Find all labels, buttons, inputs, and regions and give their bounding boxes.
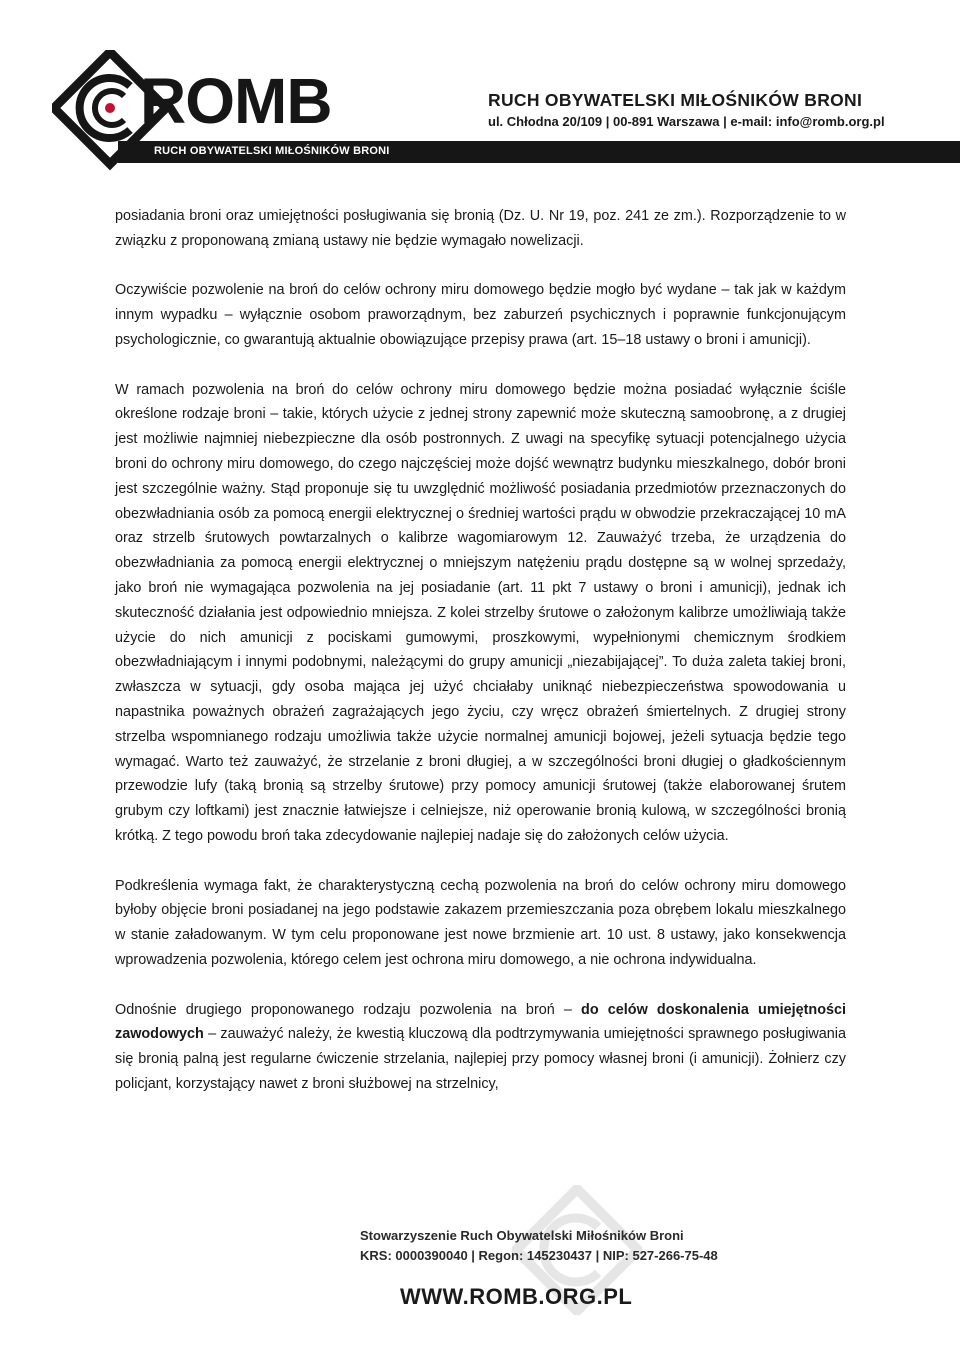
footer-org-name: Stowarzyszenie Ruch Obywatelski Miłośników Broni	[360, 1228, 684, 1243]
logo-subtitle: RUCH OBYWATELSKI MIŁOŚNIKÓW BRONI	[154, 145, 390, 157]
paragraph-1: posiadania broni oraz umiejętności posługiwania się bronią (Dz. U. Nr 19, poz. 241 ze zm.). Rozporządzenie to w związku z proponowaną zmianą ustawy nie będzie wymagało nowelizacji.	[115, 208, 846, 249]
paragraph-5-emphasis: do celów doskonalenia umiejętności zawodowych	[115, 1001, 846, 1043]
org-title: RUCH OBYWATELSKI MIŁOŚNIKÓW BRONI	[488, 90, 863, 110]
paragraph-2: Oczywiście pozwolenie na broń do celów ochrony miru domowego będzie mogło być wydane – tak jak w każdym innym wypadku – wyłącznie osobom praworządnym, bez zaburzeń psychicznych i poprawnie funkcjonującym psychologicznie, co gwarantują aktualnie obowiązujące przepisy prawa (art. 15–18 ustawy o broni i amunicji).	[115, 282, 846, 348]
paragraph-4: Podkreślenia wymaga fakt, że charakterystyczną cechą pozwolenia na broń do celów ochrony miru domowego byłoby objęcie broni posiadanej na jego podstawie zakazem przemieszczania poza obrębem lokalu mieszkalnego w stanie załadowanym. W tym celu proponowane jest nowe brzmienie art. 10 ust. 8 ustawy, jako konsekwencja wprowadzenia pozwolenia, którego celem jest ochrona miru domowego, a nie ochrona indywidualna.	[115, 877, 846, 968]
org-address: ul. Chłodna 20/109 | 00-891 Warszawa | e-mail: info@romb.org.pl	[488, 114, 885, 129]
footer-website-link[interactable]: WWW.ROMB.ORG.PL	[400, 1284, 633, 1309]
paragraph-5	[115, 998, 846, 1097]
logo-subtitle-bar	[118, 141, 960, 163]
document-body	[115, 204, 846, 1121]
footer-registry: KRS: 0000390040 | Regon: 145230437 | NIP: 527-266-75-48	[360, 1248, 718, 1263]
page-header	[0, 0, 960, 175]
paragraph-5-lead: Odnośnie drugiego proponowanego rodzaju pozwolenia na broń –	[115, 1001, 582, 1018]
logo-wordmark: ROMB	[140, 65, 332, 137]
paragraph-5-rest: – zauważyć należy, że kwestią kluczową dla podtrzymywania umiejętności sprawnego posługiwania się bronią palną jest regularne ćwiczenie strzelania, najlepiej przy pomocy własnej broni (i amunicji). Żołnierz czy policjant, korzystający nawet z broni służbowej na strzelnicy,	[115, 1026, 846, 1092]
paragraph-3: W ramach pozwolenia na broń do celów ochrony miru domowego będzie można posiadać wyłącznie ściśle określone rodzaje broni – takie, których użycie z jednej strony zapewnić może skuteczną samoobronę, a z drugiej jest możliwie najmniej niebezpieczne dla osób postronnych. Z uwagi na specyfikę sytuacji potencjalnego użycia broni do ochrony miru domowego, do czego najczęściej może dojść wewnątrz budynku mieszkalnego, dobór broni jest szczególnie ważny. Stąd proponuje się tu uwzględnić możliwość posiadania przedmiotów przeznaczonych do obezwładniania osób za pomocą energii elektrycznej o średniej wartości prądu w obwodzie przekraczającej 10 mA oraz strzelb śrutowych powtarzalnych o kalibrze wagomiarowym 12. Zauważyć trzeba, że urządzenia do obezwładniania za pomocą energii elektrycznej o mniejszym natężeniu prądu dostępne są w wolnej sprzedaży, jako broń nie wymagająca pozwolenia na jej posiadanie (art. 11 pkt 7 ustawy o broni i amunicji), jednak ich skuteczność działania jest odpowiednio mniejsza. Z kolei strzelby śrutowe o założonym kalibrze umożliwiają także użycie do nich amunicji z pociskami gumowymi, proszkowymi, wypełnionymi chemicznym środkiem obezwładniającym i innymi podobnymi, należącymi do grupy amunicji „niezabijającej”. To duża zaleta takiej broni, zwłaszcza w sytuacji, gdy osoba mająca jej użyć chciałaby uniknąć niebezpieczeństwa spowodowania u napastnika poważnych obrażeń zagrażających jego życiu, czy wręcz obrażeń śmiertelnych. Z drugiej strony strzelba wspomnianego rodzaju umożliwia także użycie normalnej amunicji bojowej, jeżeli sytuacja będzie tego wymagać. Warto też zauważyć, że strzelanie z broni długiej, a w szczególności broni długiej o gładkościennym przewodzie lufy (taką bronią są strzelby śrutowe) przy pomocy amunicji śrutowej (także elaborowanej śrutem grubym czy loftkami) jest znacznie łatwiejsze i celniejsze, niż operowanie bronią kulową, w szczególności bronią krótką. Z tego powodu broń taka zdecydowanie najlepiej nadaje się do założonych celów użycia.	[115, 381, 846, 844]
